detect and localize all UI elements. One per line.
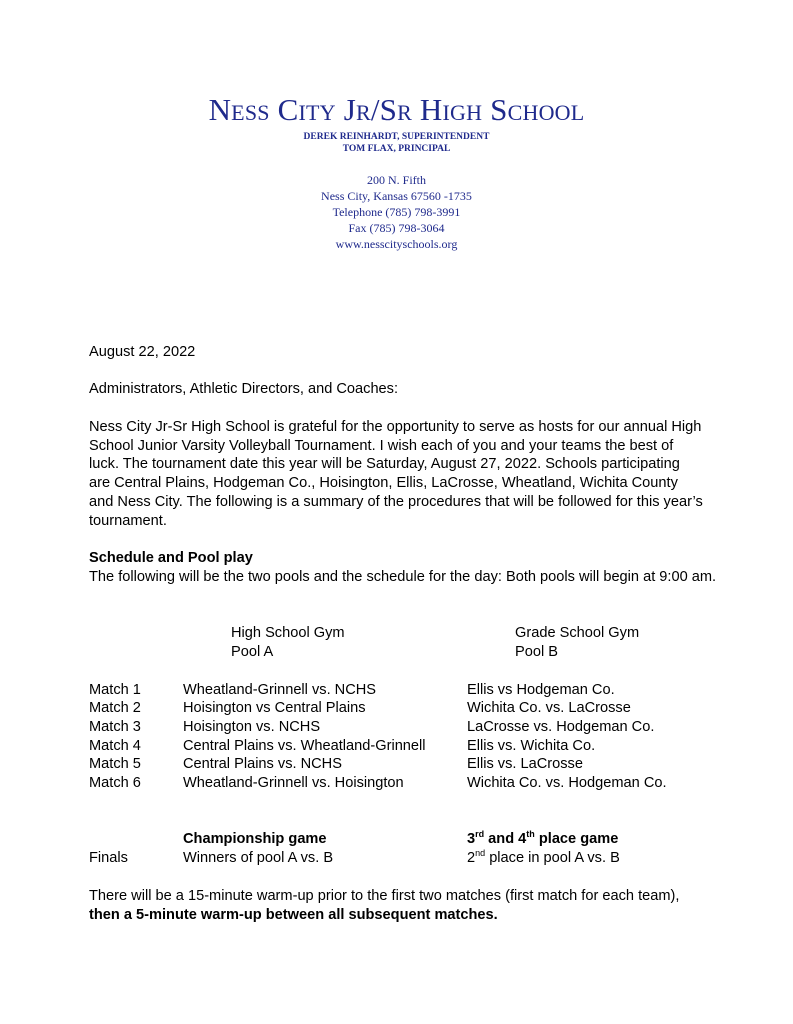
superintendent: DEREK REINHARDT, SUPERINTENDENT — [303, 132, 490, 142]
website: www.nesscityschools.org — [335, 237, 458, 251]
pool-b-match: Wichita Co. vs. LaCrosse — [467, 700, 631, 716]
fax: Fax (785) 798-3064 — [348, 221, 445, 235]
match-label: Match 2 — [89, 700, 141, 716]
pool-a-venue: High School Gym — [231, 625, 345, 641]
match-label: Match 5 — [89, 756, 141, 772]
address-line: Ness City, Kansas 67560 -1735 — [321, 189, 472, 203]
championship-heading: Championship game — [183, 831, 327, 847]
match-label: Match 4 — [89, 738, 141, 754]
pool-a-match: Central Plains vs. NCHS — [183, 756, 342, 772]
principal: TOM FLAX, PRINCIPAL — [342, 144, 451, 154]
pool-a-match: Hoisington vs. NCHS — [183, 719, 321, 735]
letter-date: August 22, 2022 — [89, 344, 196, 360]
place-game-heading: 3rd and 4th place game — [467, 829, 619, 847]
pool-a-match: Wheatland-Grinnell vs. Hoisington — [183, 775, 404, 791]
telephone: Telephone (785) 798-3991 — [332, 205, 461, 219]
place-game-text: 2nd place in pool A vs. B — [467, 848, 620, 866]
match-label: Match 3 — [89, 719, 141, 735]
intro-paragraph: Ness City Jr-Sr High School is grateful for the opportunity to serve as hosts for our annual High School Junior Varsity Volleyball Tournament. I wish each of you and your teams the best of luck. The tournament date this year will be Saturday, August 27, 2022. Schools participating are Central Plains, Hodgeman Co., Hoisington, Ellis, LaCrosse, Wheatland, Wichita County and Ness City. The following is a summary of the procedures that will be followed for this year’s tournament. — [89, 419, 703, 529]
address-block — [0, 172, 793, 252]
pool-a-match: Hoisington vs Central Plains — [183, 700, 366, 716]
pool-a-match: Central Plains vs. Wheatland-Grinnell — [183, 738, 426, 754]
staff-block — [0, 131, 793, 155]
warmup-bold-text: then a 5-minute warm-up between all subsequent matches. — [89, 906, 498, 923]
salutation: Administrators, Athletic Directors, and Coaches: — [89, 381, 399, 397]
pool-b-match: Wichita Co. vs. Hodgeman Co. — [467, 775, 667, 791]
warmup-paragraph: There will be a 15-minute warm-up prior to the first two matches (first match for each team), then a 5-minute warm-up between all subsequent matches. — [89, 888, 680, 923]
finals-label: Finals — [89, 850, 128, 866]
pool-b-match: LaCrosse vs. Hodgeman Co. — [467, 719, 655, 735]
section-heading: Schedule and Pool play — [89, 550, 253, 566]
pool-b-match: Ellis vs. LaCrosse — [467, 756, 583, 772]
match-label: Match 6 — [89, 775, 141, 791]
pool-b-match: Ellis vs Hodgeman Co. — [467, 682, 615, 698]
championship-text: Winners of pool A vs. B — [183, 850, 334, 866]
address-line: 200 N. Fifth — [366, 173, 426, 187]
pool-b-match: Ellis vs. Wichita Co. — [467, 738, 596, 754]
pool-a-match: Wheatland-Grinnell vs. NCHS — [183, 682, 377, 698]
school-name: Ness City Jr/Sr High School — [208, 92, 585, 127]
pool-a-name: Pool A — [231, 644, 274, 660]
pool-b-name: Pool B — [515, 644, 558, 660]
section-text: The following will be the two pools and the schedule for the day: Both pools will begin at 9:00 am. — [89, 569, 717, 585]
match-label: Match 1 — [89, 682, 141, 698]
pool-b-venue: Grade School Gym — [515, 625, 640, 641]
